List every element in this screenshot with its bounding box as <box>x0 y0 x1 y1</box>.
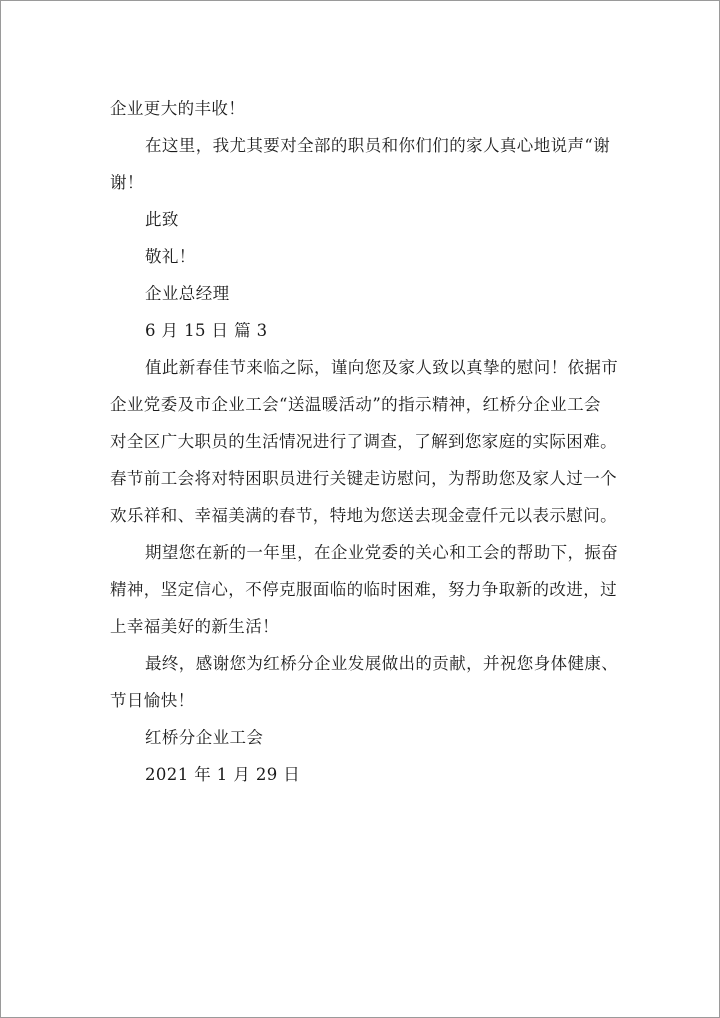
text-line: 谢！ <box>110 173 144 192</box>
text-line: 节日愉快！ <box>110 691 195 710</box>
signature-organization: 红桥分企业工会 <box>145 728 264 747</box>
text-line: 最终，感谢您为红桥分企业发展做出的贡献，并祝您身体健康、 <box>145 654 619 673</box>
closing-regards: 敬礼！ <box>145 247 196 266</box>
text-line: 上幸福美好的新生活！ <box>110 617 279 636</box>
text-line: 春节前工会将对特困职员进行关键走访慰问，为帮助您及家人过一个 <box>110 469 617 488</box>
signature-date: 2021 年 1 月 29 日 <box>145 765 301 784</box>
signature-title: 企业总经理 <box>145 284 230 303</box>
text-line: 企业党委及市企业工会“送温暖活动”的指示精神，红桥分企业工会 <box>110 395 601 414</box>
text-line: 在这里，我尤其要对全部的职员和你们们的家人真心地说声“谢 <box>145 136 611 155</box>
text-line: 欢乐祥和、幸福美满的春节，特地为您送去现金壹仟元以表示慰问。 <box>110 506 617 525</box>
text-line: 对全区广大职员的生活情况进行了调查，了解到您家庭的实际困难。 <box>110 432 617 451</box>
text-line: 精神，坚定信心，不停克服面临的临时困难，努力争取新的改进，过 <box>110 580 617 599</box>
text-line: 期望您在新的一年里，在企业党委的关心和工会的帮助下，振奋 <box>145 543 619 562</box>
document-body <box>110 90 620 793</box>
text-line: 值此新春佳节来临之际，谨向您及家人致以真挚的慰问！依据市 <box>145 358 619 377</box>
date-and-section-heading: 6 月 15 日 篇 3 <box>145 321 268 340</box>
closing-salutation: 此致 <box>145 210 179 229</box>
text-line: 企业更大的丰收！ <box>110 99 246 118</box>
